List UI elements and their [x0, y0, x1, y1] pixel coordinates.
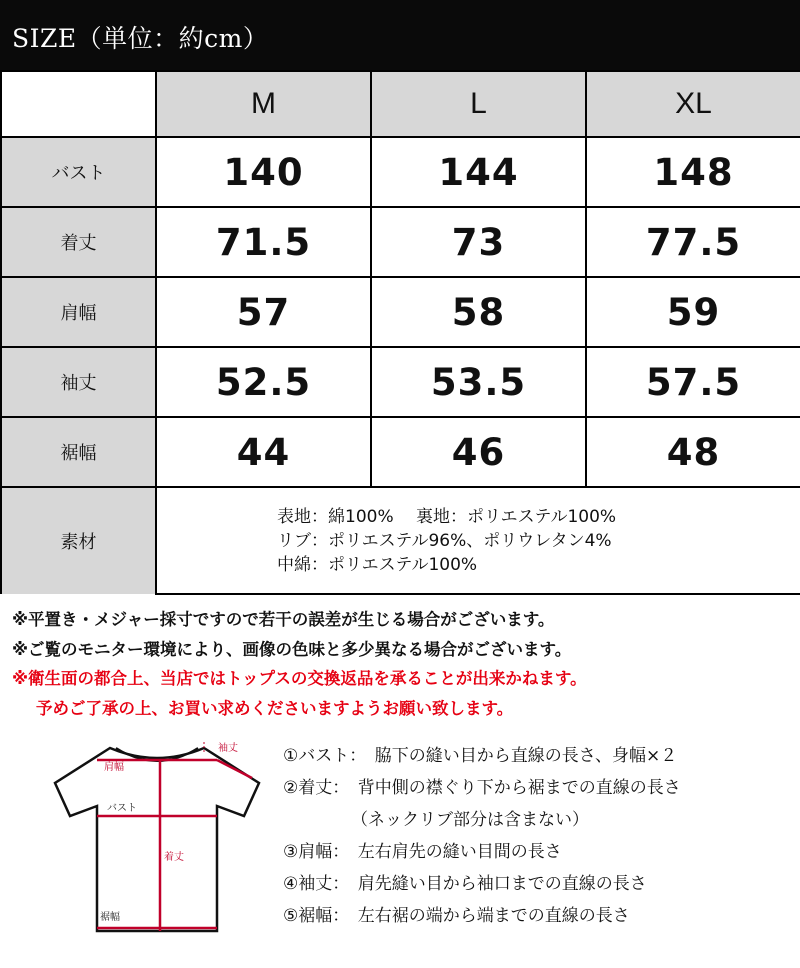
cell-value: 53.5	[371, 347, 586, 417]
material-line: 中綿：ポリエステル100%	[277, 554, 478, 575]
cell-value: 71.5	[156, 207, 371, 277]
tshirt-outline	[55, 748, 259, 931]
header-title: SIZE（単位：約cm）	[12, 24, 269, 53]
definition-item: ④袖丈： 肩先縫い目から袖口までの直線の長さ	[283, 874, 647, 894]
cell-value: 57.5	[586, 347, 800, 417]
cell-value: 140	[156, 137, 371, 207]
label-bust: バスト	[107, 803, 137, 814]
cell-value: 144	[371, 137, 586, 207]
table-row	[1, 137, 800, 207]
material-cell	[156, 487, 800, 594]
row-label-shoulder: 肩幅	[1, 277, 156, 347]
measurement-definitions	[283, 740, 681, 932]
definition-item: ②着丈： 背中側の襟ぐり下から裾までの直線の長さ	[283, 778, 681, 798]
row-label-length: 着丈	[1, 207, 156, 277]
label-hem: 裾幅	[100, 912, 120, 923]
size-col-m: M	[156, 71, 371, 137]
definition-item: ⑤裾幅： 左右裾の端から端までの直線の長さ	[283, 906, 630, 926]
table-row	[1, 277, 800, 347]
row-label-bust: バスト	[1, 137, 156, 207]
cell-value: 46	[371, 417, 586, 487]
size-header-row	[1, 71, 800, 137]
size-table	[0, 70, 800, 595]
cell-value: 73	[371, 207, 586, 277]
material-line: リブ：ポリエステル96%、ポリウレタン4%	[277, 530, 612, 551]
row-label-material: 素材	[1, 487, 156, 594]
material-line: 表地：綿100% 裏地：ポリエステル100%	[277, 506, 617, 527]
definition-item: ①バスト： 脇下の縫い目から直線の長さ、身幅×２	[283, 746, 678, 766]
note-warning: ※衛生面の都合上、当店ではトップスの交換返品を承ることが出来かねます。	[12, 669, 587, 688]
label-shoulder: 肩幅	[104, 762, 124, 773]
definition-item: ③肩幅： 左右肩先の縫い目間の長さ	[283, 842, 562, 862]
material-row	[1, 487, 800, 594]
cell-value: 77.5	[586, 207, 800, 277]
row-label-hem: 裾幅	[1, 417, 156, 487]
cell-value: 52.5	[156, 347, 371, 417]
label-sleeve: 袖丈	[218, 743, 238, 754]
cell-value: 148	[586, 137, 800, 207]
table-row	[1, 347, 800, 417]
size-col-xl: XL	[586, 71, 800, 137]
cell-value: 48	[586, 417, 800, 487]
row-label-sleeve: 袖丈	[1, 347, 156, 417]
note-warning: 予めご了承の上、お買い求めくださいますようお願い致します。	[36, 698, 514, 718]
corner-cell	[1, 71, 156, 137]
note-line: ※ご覧のモニター環境により、画像の色味と多少異なる場合がございます。	[12, 639, 572, 659]
notes-block	[12, 605, 587, 723]
cell-value: 57	[156, 277, 371, 347]
table-row	[1, 417, 800, 487]
note-line: ※平置き・メジャー採寸ですので若干の誤差が生じる場合がございます。	[12, 610, 555, 629]
table-row	[1, 207, 800, 277]
cell-value: 44	[156, 417, 371, 487]
size-col-l: L	[371, 71, 586, 137]
definition-note: （ネックリブ部分は含まない）	[351, 810, 589, 830]
label-length: 着丈	[164, 852, 184, 863]
page-header	[0, 0, 800, 70]
tshirt-measure-diagram	[52, 738, 267, 938]
cell-value: 58	[371, 277, 586, 347]
cell-value: 59	[586, 277, 800, 347]
